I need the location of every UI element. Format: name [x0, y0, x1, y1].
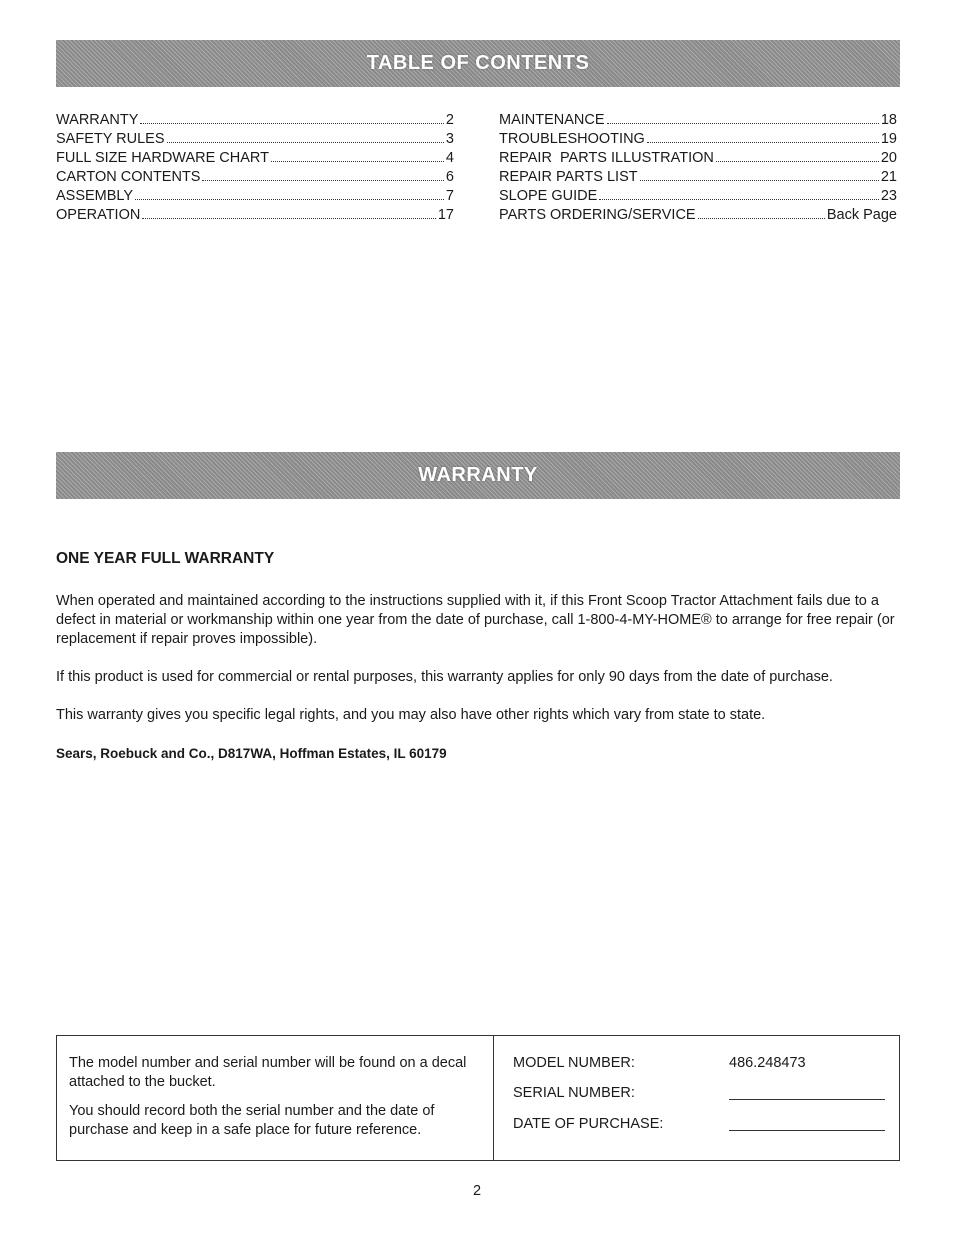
toc-left-column: [56, 109, 454, 223]
toc-right-column: [499, 109, 897, 223]
toc-entry-page: 20: [880, 150, 897, 166]
toc-entry-page: 4: [445, 150, 454, 166]
date-of-purchase-label: DATE OF PURCHASE:: [513, 1116, 664, 1132]
toc-entry-page: 7: [445, 188, 454, 204]
toc-leader-dots: [599, 185, 879, 200]
toc-entry-parts-ordering[interactable]: [499, 204, 897, 223]
toc-leader-dots: [167, 128, 444, 143]
toc-leader-dots: [698, 204, 825, 219]
toc-entry-maintenance[interactable]: [499, 109, 897, 128]
date-of-purchase-field[interactable]: [729, 1130, 885, 1131]
toc-entry-label: OPERATION: [56, 207, 141, 223]
toc-leader-dots: [142, 204, 436, 219]
toc-entry-label: MAINTENANCE: [499, 112, 605, 128]
warranty-address: Sears, Roebuck and Co., D817WA, Hoffman Estates, IL 60179: [56, 746, 447, 761]
toc-entry-label: TROUBLESHOOTING: [499, 131, 645, 147]
toc-entry-label: PARTS ORDERING/SERVICE: [499, 207, 696, 223]
warranty-paragraph-terms: When operated and maintained according to the instructions supplied with it, if this Front Scoop Tractor Attachment fails due to a defect in material or workmanship within one year from the date of purchase, call 1-800-4-MY-HOME® to arrange for free repair (or replacement if repair proves impossible).: [56, 593, 895, 647]
warranty-paragraph-rights: This warranty gives you specific legal rights, and you may also have other rights which vary from state to state.: [56, 707, 766, 723]
toc-entry-page: 23: [880, 188, 897, 204]
toc-leader-dots: [716, 147, 879, 162]
toc-entry-page: 19: [880, 131, 897, 147]
toc-entry-troubleshooting[interactable]: [499, 128, 897, 147]
toc-entry-page: 3: [445, 131, 454, 147]
toc-entry-page: 17: [437, 207, 454, 223]
toc-entry-assembly[interactable]: [56, 185, 454, 204]
toc-entry-warranty[interactable]: [56, 109, 454, 128]
toc-leader-dots: [607, 109, 879, 124]
model-number-value: 486.248473: [729, 1055, 806, 1071]
toc-entry-page: 21: [880, 169, 897, 185]
warranty-heading: ONE YEAR FULL WARRANTY: [56, 550, 275, 567]
toc-leader-dots: [202, 166, 443, 181]
toc-entry-repair-parts-list[interactable]: [499, 166, 897, 185]
warranty-paragraph-commercial: If this product is used for commercial or rental purposes, this warranty applies for only 90 days from the date of purchase.: [56, 669, 833, 685]
toc-entry-page: 6: [445, 169, 454, 185]
toc-entry-page: 18: [880, 112, 897, 128]
toc-entry-page: 2: [445, 112, 454, 128]
toc-entry-label: CARTON CONTENTS: [56, 169, 201, 185]
toc-leader-dots: [271, 147, 444, 162]
toc-entry-repair-parts-illustration[interactable]: [499, 147, 897, 166]
toc-entry-safety-rules[interactable]: [56, 128, 454, 147]
page-number: 2: [472, 1183, 482, 1199]
warranty-title: WARRANTY: [418, 464, 538, 486]
toc-leader-dots: [640, 166, 879, 181]
toc-leader-dots: [140, 109, 443, 124]
toc-entry-carton-contents[interactable]: [56, 166, 454, 185]
toc-entry-label: SAFETY RULES: [56, 131, 165, 147]
toc-leader-dots: [647, 128, 879, 143]
record-box: [56, 1035, 900, 1161]
toc-entry-label: SLOPE GUIDE: [499, 188, 598, 204]
toc-entry-label: FULL SIZE HARDWARE CHART: [56, 150, 269, 166]
toc-entry-page: Back Page: [826, 207, 897, 223]
serial-number-field[interactable]: [729, 1099, 885, 1100]
record-note-keep: You should record both the serial number and the date of purchase and keep in a safe place for future reference.: [69, 1103, 435, 1138]
toc-entry-label: REPAIR PARTS ILLUSTRATION: [499, 150, 714, 166]
warranty-banner: [56, 452, 900, 499]
toc-entry-label: WARRANTY: [56, 112, 139, 128]
toc-entry-label: REPAIR PARTS LIST: [499, 169, 638, 185]
serial-number-label: SERIAL NUMBER:: [513, 1085, 635, 1101]
record-note-location: The model number and serial number will be found on a decal attached to the bucket.: [69, 1055, 467, 1090]
toc-entry-slope-guide[interactable]: [499, 185, 897, 204]
toc-banner: [56, 40, 900, 87]
toc-leader-dots: [135, 185, 444, 200]
toc-entry-hardware-chart[interactable]: [56, 147, 454, 166]
toc-title: TABLE OF CONTENTS: [366, 52, 590, 74]
toc-entry-label: ASSEMBLY: [56, 188, 134, 204]
box-divider: [493, 1036, 494, 1160]
model-number-label: MODEL NUMBER:: [513, 1055, 635, 1071]
toc-entry-operation[interactable]: [56, 204, 454, 223]
